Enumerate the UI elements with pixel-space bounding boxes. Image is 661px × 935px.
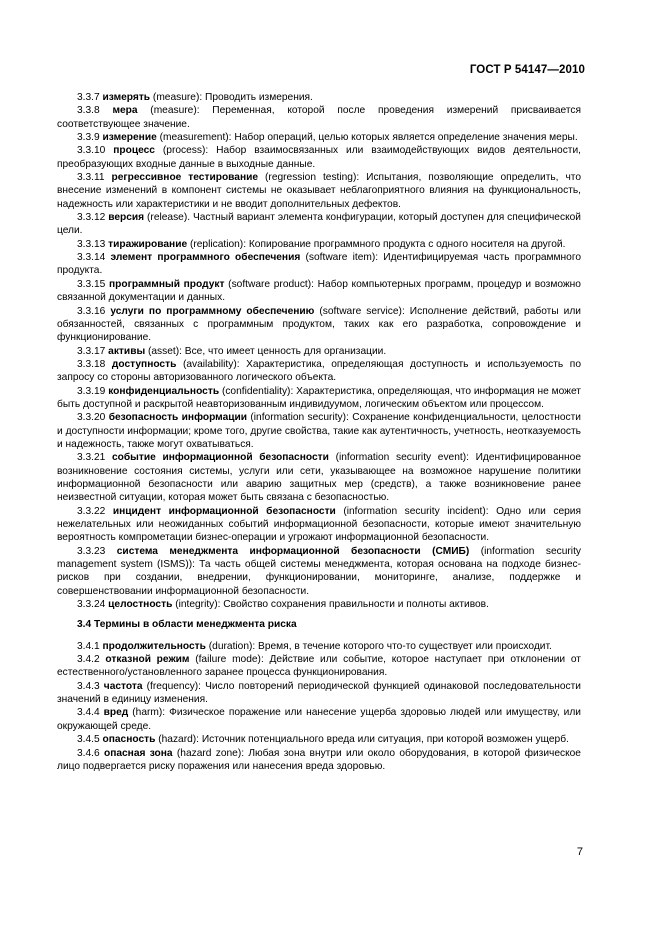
- term-definition: (information security management system (ISMS)): Та часть общей системы менеджмента, которая основана на подходе бизнес-рисков при создании, внедрении, функционировании, мониторинге, анализе, поддержке и совершенствовании информационной безопасности.: [57, 545, 581, 597]
- term-definition: (failure mode): Действие или событие, которое наступает при отклонении от естественного/установленного заранее процесса функционирования.: [57, 654, 581, 679]
- term-name: активы: [108, 345, 146, 357]
- term-entry: [57, 598, 581, 611]
- term-definition: (frequency): Число повторений периодической функцией одинаковой последовательности значений в единицу изменения.: [57, 680, 581, 706]
- term-definition: (software product): Набор компьютерных программ, процедур и возможно связанной документации и данных.: [57, 278, 581, 304]
- terms-list-3-3: [57, 91, 581, 611]
- term-definition: (measurement): Набор операций, целью которых является определение значения меры.: [159, 132, 578, 144]
- term-definition: (replication): Копирование программного продукта с одного носителя на другой.: [189, 238, 566, 250]
- term-entry: [57, 278, 581, 305]
- term-number: 3.3.14: [77, 252, 106, 264]
- term-number: 3.3.24: [77, 599, 106, 611]
- term-definition: (regression testing): Испытания, позволяющие определить, что внесение изменений в компонент системы не оказывает неблагоприятного влияния на функциональность, надежность или характеристики и не вводит дополнительных дефектов.: [57, 172, 581, 210]
- term-definition: (hazard zone): Любая зона внутри или около оборудования, в которой физическое лицо подвергается риску поражения или нанесения вреда здоровью.: [57, 747, 581, 772]
- term-entry: [57, 411, 581, 451]
- term-name: измерять: [102, 92, 151, 103]
- term-number: 3.3.11: [77, 172, 105, 184]
- term-entry: [57, 680, 581, 707]
- term-entry: [57, 251, 581, 278]
- term-definition: (process): Набор взаимосвязанных или взаимодействующих видов деятельности, преобразующих входные данные в выходные данные.: [57, 145, 581, 170]
- term-number: 3.3.16: [77, 305, 106, 317]
- term-definition: (availability): Характеристика, определяющая доступность и используемость по запросу со стороны авторизованного логического объекта.: [57, 358, 581, 384]
- term-name: элемент программного обеспечения: [110, 252, 301, 264]
- document-code: ГОСТ Р 54147—2010: [469, 64, 585, 76]
- term-number: 3.3.12: [77, 212, 106, 224]
- term-entry: [57, 358, 581, 385]
- terms-list-3-4: [57, 640, 581, 773]
- term-number: 3.3.21: [77, 452, 106, 464]
- term-definition: (information security): Сохранение конфиденциальности, целостности и доступности информации; кроме того, другие свойства, такие как аутентичность, учетность, неотказуемость и надежность, также могут охватываться.: [57, 412, 581, 450]
- term-number: 3.4.2: [77, 654, 100, 666]
- term-entry: [57, 91, 581, 104]
- term-name: версия: [108, 212, 145, 224]
- page-number: 7: [576, 846, 583, 858]
- term-name: частота: [103, 680, 143, 692]
- term-number: 3.3.8: [77, 105, 100, 117]
- term-name: отказной режим: [105, 654, 190, 666]
- term-name: опасная зона: [103, 747, 173, 759]
- term-number: 3.4.6: [77, 747, 100, 759]
- term-definition: (measure): Проводить измерения.: [152, 92, 313, 103]
- term-definition: (hazard): Источник потенциального вреда или ситуация, при которой возможен ущерб.: [158, 734, 569, 746]
- term-number: 3.3.10: [77, 145, 106, 157]
- term-definition: (information security incident): Одно или серия нежелательных или неожиданных событий информационной безопасности, которые имеют значительную вероятность компрометации бизнес-операции и угрожают информационной безопасности.: [57, 505, 581, 544]
- term-definition: (release). Частный вариант элемента конфигурации, который доступен для специфической цели.: [57, 212, 581, 237]
- term-entry: [57, 385, 581, 412]
- term-entry: [57, 211, 581, 238]
- term-entry: [57, 640, 581, 653]
- term-name: доступность: [111, 358, 177, 370]
- term-number: 3.3.9: [77, 132, 100, 144]
- term-name: событие информационной безопасности: [112, 452, 329, 464]
- term-number: 3.3.18: [77, 358, 106, 370]
- term-definition: (integrity): Свойство сохранения правильности и полноты активов.: [175, 599, 489, 611]
- term-entry: [57, 545, 581, 598]
- term-name: тиражирование: [108, 238, 188, 250]
- term-definition: (duration): Время, в течение которого что-то существует или происходит.: [208, 640, 552, 652]
- term-number: 3.3.23: [77, 545, 106, 557]
- term-definition: (information security event): Идентифицированное возникновение состояния системы, услуги или сети, указывающее на возможное нарушение политики информационной безопасности или аварию защитных мер (средств), а также возникновение ранее неизвестной ситуации, которая может быть связана с безопасностью.: [57, 452, 581, 504]
- term-number: 3.3.22: [77, 505, 106, 517]
- term-number: 3.4.1: [77, 640, 100, 652]
- page-body: [57, 91, 581, 773]
- term-name: инцидент информационной безопасности: [112, 505, 336, 517]
- term-number: 3.3.17: [77, 345, 106, 357]
- term-number: 3.4.3: [77, 680, 100, 692]
- term-name: программный продукт: [109, 278, 225, 290]
- term-definition: (measure): Переменная, которой после проведения измерений присваивается соответствующее значение.: [57, 105, 581, 130]
- term-entry: [57, 653, 581, 680]
- term-entry: [57, 104, 581, 131]
- term-definition: (software service): Исполнение действий, работы или обязанностей, связанных с программным продуктом, таких как его разработка, сопровождение и функционирование.: [57, 305, 581, 344]
- term-entry: [57, 747, 581, 774]
- term-number: 3.3.15: [77, 278, 106, 290]
- term-entry: [57, 451, 581, 504]
- term-number: 3.3.7: [77, 92, 100, 103]
- term-entry: [57, 131, 581, 144]
- term-number: 3.3.13: [77, 238, 106, 250]
- term-number: 3.4.5: [77, 734, 100, 746]
- term-definition: (asset): Все, что имеет ценность для организации.: [148, 345, 387, 357]
- term-name: безопасность информации: [108, 412, 248, 424]
- term-definition: (harm): Физическое поражение или нанесение ущерба здоровью людей или имуществу, или окружающей среде.: [57, 707, 581, 732]
- term-entry: [57, 733, 581, 746]
- term-entry: [57, 706, 581, 733]
- term-entry: [57, 144, 581, 171]
- term-entry: [57, 505, 581, 545]
- term-entry: [57, 305, 581, 345]
- term-name: продолжительность: [102, 640, 206, 652]
- term-name: вред: [103, 707, 129, 719]
- term-name: регрессивное тестирование: [111, 172, 259, 184]
- term-entry: [57, 238, 581, 251]
- term-definition: (software item): Идентифицируемая часть программного продукта.: [57, 252, 581, 277]
- term-name: услуги по программному обеспечению: [110, 305, 315, 317]
- term-definition: (confidentiality): Характеристика, определяющая, что информация не может быть доступной и раскрытой неавторизованным индивидуумом, логическим объектом или процессом.: [57, 385, 581, 410]
- term-name: целостность: [108, 599, 173, 611]
- term-name: конфиденциальность: [108, 385, 220, 397]
- term-name: мера: [112, 105, 138, 117]
- section-heading: 3.4 Термины в области менеджмента риска: [77, 619, 297, 631]
- term-entry: [57, 345, 581, 358]
- term-number: 3.4.4: [77, 707, 100, 719]
- term-name: измерение: [102, 132, 157, 144]
- term-number: 3.3.20: [77, 412, 106, 424]
- term-name: опасность: [102, 734, 156, 746]
- term-number: 3.3.19: [77, 385, 106, 397]
- term-entry: [57, 171, 581, 211]
- term-name: система менеджмента информационной безопасности (СМИБ): [116, 545, 470, 557]
- term-name: процесс: [113, 145, 155, 157]
